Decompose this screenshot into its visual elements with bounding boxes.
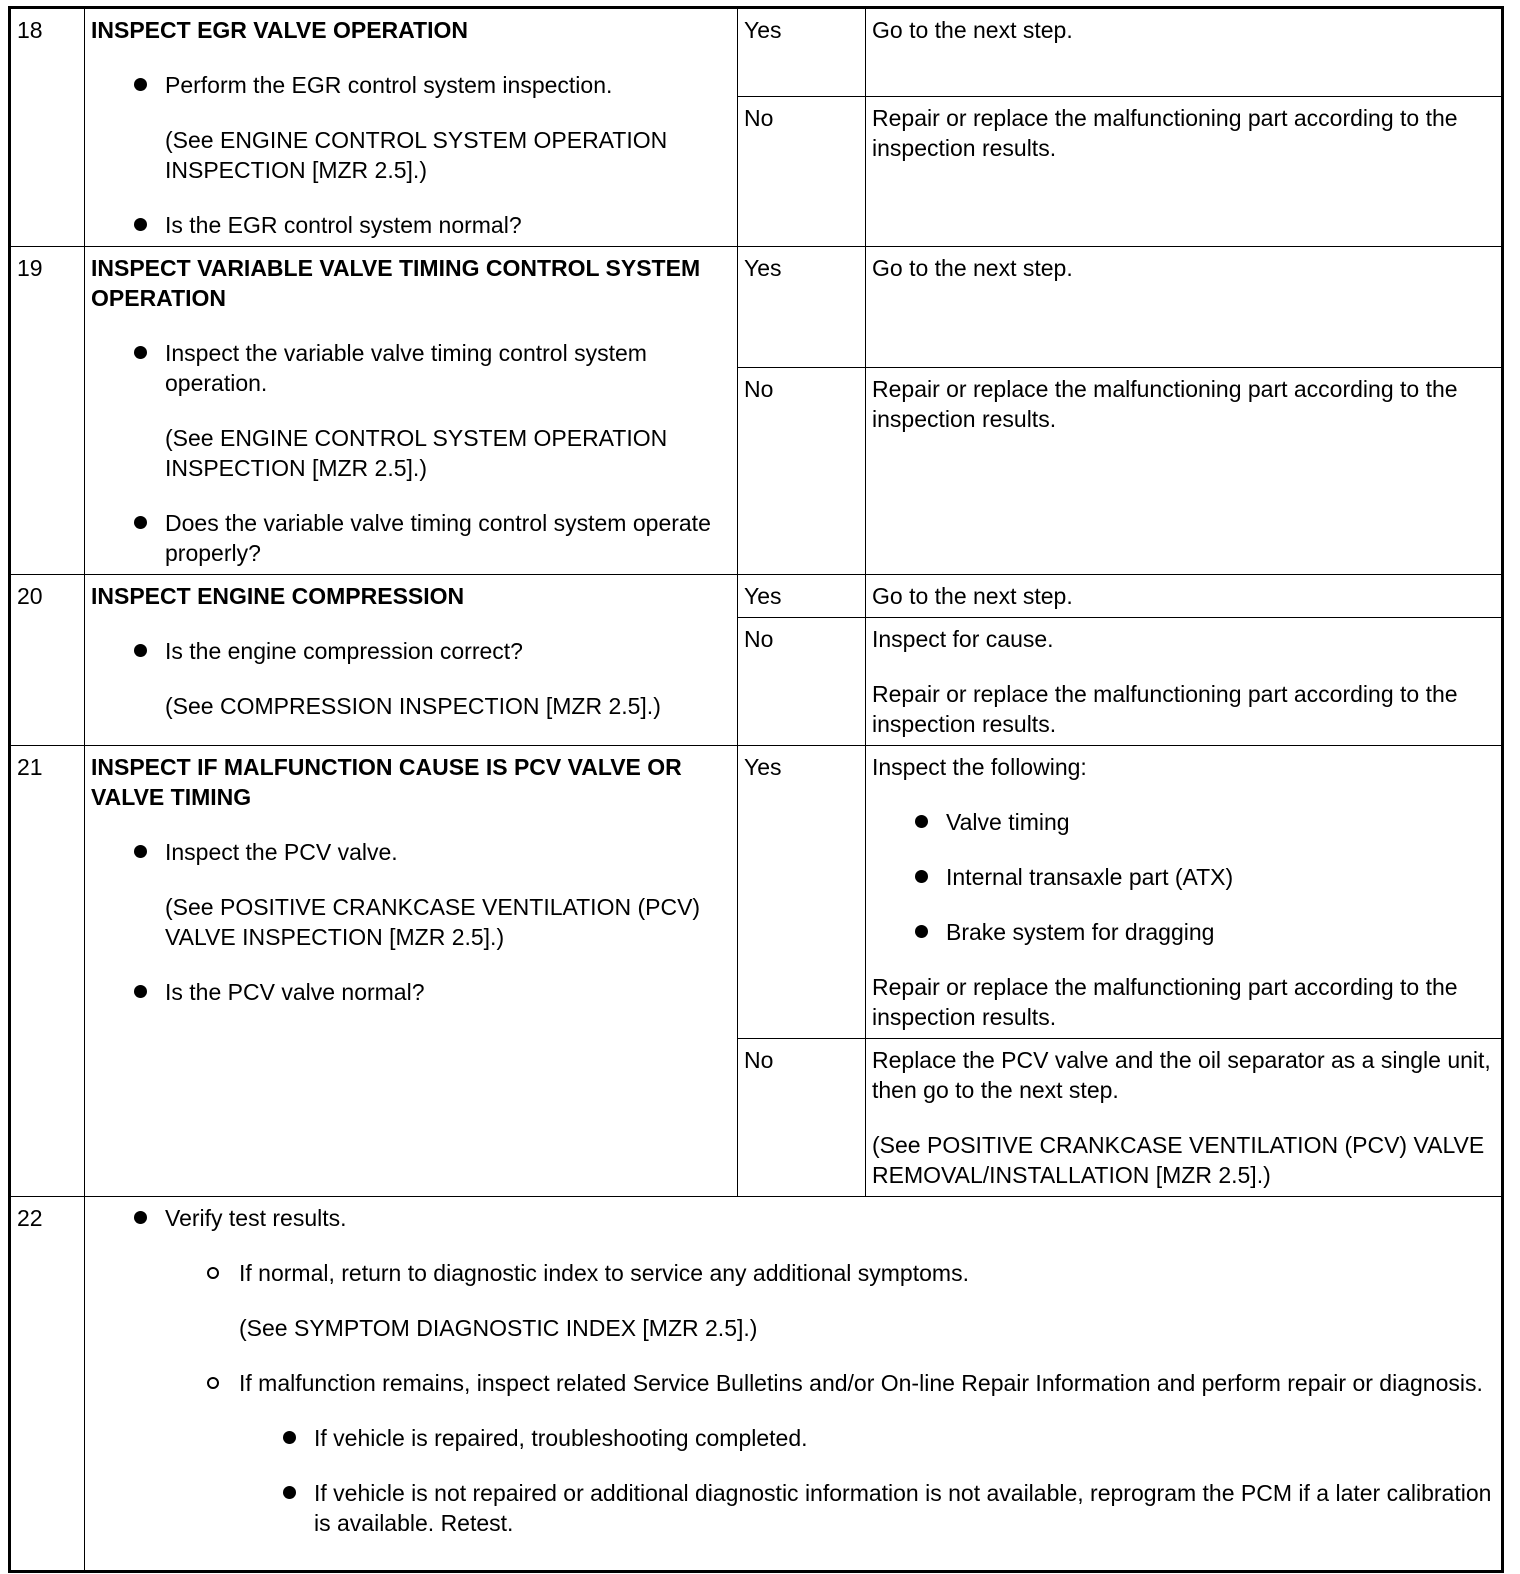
bullet-icon [134, 1211, 147, 1224]
bullet-icon [915, 925, 928, 938]
sub-bullet-text: If normal, return to diagnostic index to service any additional symptoms. [239, 1260, 969, 1286]
bullet-item [91, 338, 731, 398]
bullet-icon [283, 1486, 296, 1499]
no-label: No [738, 618, 866, 746]
bullet-text: Does the variable valve timing control system operate properly? [165, 510, 711, 566]
bullet-text: If vehicle is not repaired or additional diagnostic information is not available, reprogram the PCM if a later calibration is available. Retest. [314, 1480, 1492, 1536]
step-number: 21 [10, 746, 85, 1197]
reference-text: (See POSITIVE CRANKCASE VENTILATION (PCV) VALVE REMOVAL/INSTALLATION [MZR 2.5].) [872, 1132, 1485, 1188]
sub-bullet-item [91, 1368, 1495, 1398]
step-19-action [85, 247, 738, 575]
yes-label: Yes [738, 575, 866, 618]
bullet-icon [915, 815, 928, 828]
no-action-text: Repair or replace the malfunctioning part according to the inspection results. [872, 681, 1458, 737]
circle-bullet-icon [207, 1267, 219, 1279]
step-21-action [85, 746, 738, 1197]
no-action [866, 1039, 1503, 1197]
bullet-text: Perform the EGR control system inspection. [165, 72, 613, 98]
reference-text: (See ENGINE CONTROL SYSTEM OPERATION INSPECTION [MZR 2.5].) [165, 127, 668, 183]
step-title: INSPECT EGR VALVE OPERATION [91, 17, 468, 43]
step-20-action [85, 575, 738, 746]
step-title: INSPECT IF MALFUNCTION CAUSE IS PCV VALVE OR VALVE TIMING [91, 754, 682, 810]
step-title: INSPECT ENGINE COMPRESSION [91, 583, 465, 609]
bullet-text: Is the engine compression correct? [165, 638, 523, 664]
bullet-icon [134, 346, 147, 359]
bullet-item [91, 1203, 1495, 1233]
reference-text: (See ENGINE CONTROL SYSTEM OPERATION INSPECTION [MZR 2.5].) [165, 425, 668, 481]
no-label: No [738, 1039, 866, 1197]
bullet-item [91, 636, 731, 666]
yes-outro: Repair or replace the malfunctioning part according to the inspection results. [872, 974, 1458, 1030]
bullet-text: Is the PCV valve normal? [165, 979, 425, 1005]
bullet-text: Valve timing [946, 809, 1070, 835]
bullet-item [91, 1478, 1495, 1538]
bullet-icon [134, 845, 147, 858]
bullet-text: Brake system for dragging [946, 919, 1215, 945]
step-22-row [10, 1197, 1503, 1572]
no-action [866, 618, 1503, 746]
bullet-text: If vehicle is repaired, troubleshooting completed. [314, 1425, 808, 1451]
no-action: Repair or replace the malfunctioning part according to the inspection results. [866, 97, 1503, 247]
bullet-item [91, 977, 731, 1007]
reference-text: (See SYMPTOM DIAGNOSTIC INDEX [MZR 2.5].) [239, 1315, 758, 1341]
no-action-text: Replace the PCV valve and the oil separator as a single unit, then go to the next step. [872, 1047, 1491, 1103]
bullet-item [91, 508, 731, 568]
bullet-text: Internal transaxle part (ATX) [946, 864, 1234, 890]
yes-action: Go to the next step. [866, 8, 1503, 97]
step-number: 22 [10, 1197, 85, 1572]
no-label: No [738, 97, 866, 247]
yes-intro: Inspect the following: [872, 754, 1087, 780]
bullet-text: Is the EGR control system normal? [165, 212, 522, 238]
bullet-item [91, 1423, 1495, 1453]
step-number: 20 [10, 575, 85, 746]
bullet-text: Inspect the PCV valve. [165, 839, 398, 865]
no-action: Repair or replace the malfunctioning part according to the inspection results. [866, 367, 1503, 574]
bullet-item [91, 210, 731, 240]
step-number: 18 [10, 8, 85, 247]
bullet-text: Inspect the variable valve timing control system operation. [165, 340, 647, 396]
bullet-icon [283, 1431, 296, 1444]
yes-action [866, 746, 1503, 1039]
bullet-icon [134, 516, 147, 529]
circle-bullet-icon [207, 1377, 219, 1389]
step-20-yes-row [10, 575, 1503, 618]
bullet-item [872, 917, 1495, 947]
bullet-icon [915, 870, 928, 883]
yes-label: Yes [738, 8, 866, 97]
step-21-yes-row [10, 746, 1503, 1039]
reference-text: (See COMPRESSION INSPECTION [MZR 2.5].) [165, 693, 661, 719]
no-action-text: Inspect for cause. [872, 626, 1054, 652]
bullet-icon [134, 78, 147, 91]
bullet-icon [134, 985, 147, 998]
step-18-action [85, 8, 738, 247]
bullet-icon [134, 644, 147, 657]
bullet-icon [134, 218, 147, 231]
sub-bullet-text: If malfunction remains, inspect related Service Bulletins and/or On-line Repair Information and perform repair or diagnosis. [239, 1370, 1483, 1396]
bullet-text: Verify test results. [165, 1205, 347, 1231]
sub-bullet-item [91, 1258, 1495, 1288]
no-label: No [738, 367, 866, 574]
reference-text: (See POSITIVE CRANKCASE VENTILATION (PCV) VALVE INSPECTION [MZR 2.5].) [165, 894, 701, 950]
step-18-yes-row [10, 8, 1503, 97]
yes-label: Yes [738, 746, 866, 1039]
bullet-item [872, 807, 1495, 837]
step-19-yes-row [10, 247, 1503, 368]
bullet-item [91, 70, 731, 100]
yes-action: Go to the next step. [866, 575, 1503, 618]
step-number: 19 [10, 247, 85, 575]
yes-label: Yes [738, 247, 866, 368]
step-22-action [85, 1197, 1503, 1572]
bullet-item [872, 862, 1495, 892]
diagnostic-procedure-page [8, 6, 1504, 1564]
yes-action: Go to the next step. [866, 247, 1503, 368]
diagnostic-table [8, 6, 1504, 1573]
step-title: INSPECT VARIABLE VALVE TIMING CONTROL SYSTEM OPERATION [91, 255, 701, 311]
bullet-item [91, 837, 731, 867]
